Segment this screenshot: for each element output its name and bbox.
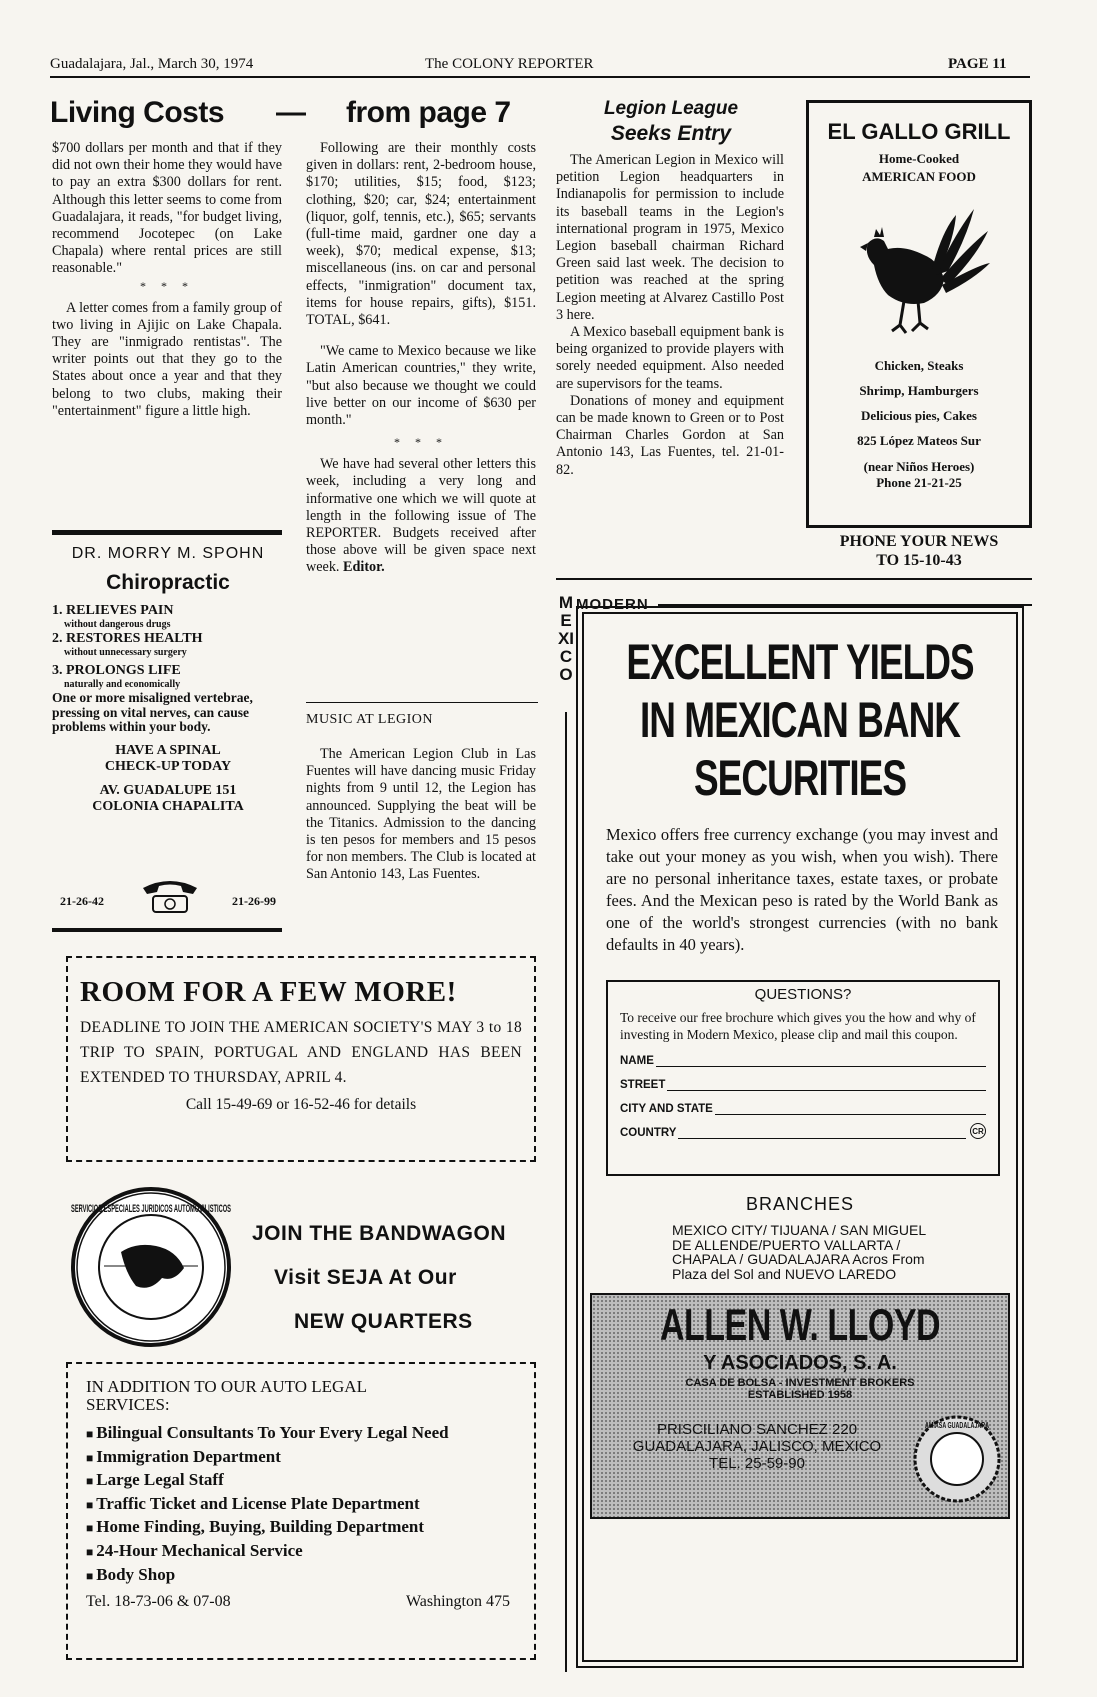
living-costs-p2: A letter comes from a family group of two living in Ajijic on Lake Chapala. They are "inmigrado rentistas". The writer points out that they go to the States about once a year and that they belong to two clubs, making their "entertainment" figure a little high. — [52, 299, 282, 419]
modern-questions-title: QUESTIONS? — [754, 986, 852, 1003]
headline-living-costs: Living Costs — [50, 96, 225, 129]
coupon-city-label: CITY AND STATE — [620, 1103, 713, 1115]
legion-p3: Donations of money and equipment can be made known to Green or to Post Chairman Charles Gordon at San Antonio 143, Las Fuentes, tel. 21-01-82. — [556, 392, 784, 478]
gallo-item-2: Shrimp, Hamburgers — [859, 383, 979, 398]
lloyd-tag: CASA DE BOLSA - INVESTMENT BROKERS — [685, 1377, 915, 1389]
chiro-benefit-3: 3. PROLONGS LIFE — [52, 663, 181, 678]
modern-brand-top: MODERN — [576, 596, 649, 613]
news-line-1: PHONE YOUR NEWS — [839, 533, 999, 550]
seja-seal — [66, 1182, 236, 1357]
seja-service-item: ■ Immigration Department — [86, 1446, 520, 1470]
seja-service-item: ■ Bilingual Consultants To Your Every Legal Need — [86, 1422, 520, 1446]
coupon-city-field[interactable] — [620, 1091, 986, 1115]
lloyd-est: ESTABLISHED 1958 — [747, 1389, 853, 1401]
gallo-item-3: Delicious pies, Cakes — [861, 408, 977, 423]
music-article — [306, 712, 536, 884]
seja-intro: IN ADDITION TO OUR AUTO LEGAL SERVICES: — [86, 1377, 367, 1414]
news-line-2: TO 15-10-43 — [876, 552, 962, 569]
coupon-name-field[interactable] — [620, 1043, 986, 1067]
modern-brand-side: MEXICO — [557, 593, 575, 684]
seja-address: Washington 475 — [405, 1593, 510, 1611]
lloyd-sub: Y ASOCIADOS, S. A. — [703, 1352, 897, 1374]
modern-mexico-ad — [582, 612, 1018, 1662]
masthead-paper: The COLONY REPORTER — [425, 56, 594, 72]
chiro-phone-1: 21-26-42 — [60, 894, 104, 908]
seja-footer — [86, 1593, 520, 1611]
living-costs-col1 — [52, 140, 282, 420]
chiro-phone-2: 21-26-99 — [232, 894, 276, 908]
seja-service-item: ■ Body Shop — [86, 1564, 520, 1588]
chiro-title: Chiropractic — [106, 571, 230, 594]
amiasa-seal — [912, 1414, 1002, 1509]
living-costs-p1: $700 dollars per month and that if they did not own their home they would have to pay an extra $300 dollars for rent. Although this letter seems to come from Guadalajara, it reads, "for budget living, recommend Jocotepec (on Lake Chapala) where rental prices are still reasonable." — [52, 140, 282, 277]
chiro-top-rule — [52, 530, 282, 535]
coupon-country-field[interactable] — [620, 1115, 986, 1139]
chiro-doctor-name: DR. MORRY M. SPOHN — [71, 545, 265, 562]
seja-phone: Tel. 18-73-06 & 07-08 — [86, 1593, 231, 1611]
living-costs-more-text: We have had several other letters this week, including a very long and informative one which we will quote at length in the following issue of The REPORTER. Budgets received after those above will be given space next week. — [306, 456, 536, 576]
coupon-street-field[interactable] — [620, 1067, 986, 1091]
allen-lloyd-ad — [590, 1293, 1010, 1519]
gallo-name: EL GALLO GRILL — [827, 119, 1011, 144]
modern-body: Mexico offers free currency exchange (you may invest and take out your money as you wish, when you wish). There are no personal inheritance taxes, estate taxes, or probate fees. And the Mexican peso is rated by the World Bank as one of the world's strongest currencies (with no bank defaults in 40 years). — [606, 825, 998, 954]
gallo-item-1: Chicken, Steaks — [874, 358, 964, 373]
music-body: The American Legion Club in Las Fuentes will have dancing music Friday nights from 9 until 12, the Legion has announced. Supplying the beat will be the Titanics. Admission to the dancing is ten pesos for members and 15 pesos for non members. The Club is located at San Antonio 143, Las Fuentes. — [306, 746, 536, 883]
seja-service-item: ■ Home Finding, Buying, Building Department — [86, 1516, 520, 1540]
gallo-near: (near Niños Heroes) — [863, 459, 975, 474]
editor-signature: Editor. — [343, 559, 385, 576]
coupon-country-label: COUNTRY — [620, 1127, 677, 1139]
seja-service-item: ■ Traffic Ticket and License Plate Department — [86, 1493, 520, 1517]
chiro-benefit-2: 2. RESTORES HEALTH — [52, 631, 203, 646]
headline-from-page: from page 7 — [346, 96, 511, 129]
modern-headline-3: SECURITIES — [693, 750, 907, 806]
rooster-icon — [809, 195, 1029, 350]
registered-mark-icon: CR — [970, 1123, 986, 1139]
modern-side-rule — [565, 712, 567, 1672]
modern-headline-2: IN MEXICAN BANK — [639, 692, 961, 748]
legion-heading-1: Legion League — [603, 98, 739, 119]
masthead-rule — [50, 76, 1030, 78]
chiro-benefit-2-sub: without unnecessary surgery — [64, 647, 187, 658]
room-for-more-ad — [66, 956, 536, 1162]
masthead-page: PAGE 11 — [948, 56, 1007, 72]
modern-top-rule — [658, 604, 1032, 606]
legion-article — [556, 152, 784, 479]
seja-line-3: NEW QUARTERS — [294, 1310, 473, 1333]
headline-dash: — — [276, 96, 306, 129]
el-gallo-grill-ad — [806, 100, 1032, 528]
chiro-benefit-1: 1. RELIEVES PAIN — [52, 603, 174, 618]
gallo-phone: Phone 21-21-25 — [876, 475, 962, 490]
room-body: DEADLINE TO JOIN THE AMERICAN SOCIETY'S MAY 3 to 18 TRIP TO SPAIN, PORTUGAL AND ENGLAND HAS BEEN EXTENDED TO THURSDAY, APRIL 4. — [80, 1019, 522, 1086]
masthead-date: Guadalajara, Jal., March 30, 1974 — [50, 56, 254, 72]
news-rule — [556, 578, 1032, 580]
living-costs-quote: "We came to Mexico because we like Latin American countries," they write, "but also because we thought we could live better on our income of $630 per month." — [306, 343, 536, 429]
living-costs-col2 — [306, 140, 536, 577]
seja-seal-text: SERVICIOS ESPECIALES JURIDICOS AUTOMOVILISTICOS — [71, 1203, 231, 1215]
chiro-body: One or more misaligned vertebrae, pressing on vital nerves, can cause problems within your body. — [52, 690, 253, 734]
chiro-cta-2: CHECK-UP TODAY — [104, 758, 232, 774]
lloyd-name: ALLEN W. LLOYD — [659, 1301, 941, 1351]
telephone-icon — [135, 874, 205, 919]
seja-service-item: ■ Large Legal Staff — [86, 1469, 520, 1493]
living-costs-costs: Following are their monthly costs given in dollars: rent, 2-bedroom house, $170; utilities, $15; food, $123; clothing, $20; car, $24; entertainment (liquor, golf, tennis, etc.), $65; servants (full-time maid, gardner one day a week), $70; medical expense, $13; miscellaneous (ins. on car and personal effects, "inmigration" document tax, items for house repairs, gifts), $151. TOTAL, $641. — [306, 140, 536, 329]
amiasa-seal-text: AMIASA GUADALAJARA — [925, 1421, 990, 1430]
legion-p2: A Mexico baseball equipment bank is being organized to provide players with sorely needed equipment. Also needed are supervisors for the teams. — [556, 324, 784, 392]
chiro-benefit-3-sub: naturally and economically — [64, 679, 181, 690]
modern-questions-body: To receive our free brochure which gives you the how and why of investing in Modern Mexico, please clip and mail this coupon. — [620, 1010, 976, 1042]
room-call: Call 15-49-69 or 16-52-46 for details — [185, 1096, 417, 1113]
chiropractic-ad — [52, 545, 284, 815]
coupon-street-label: STREET — [620, 1079, 666, 1091]
chiro-benefit-1-sub: without dangerous drugs — [64, 619, 171, 630]
music-top-rule — [306, 702, 538, 703]
lloyd-address-1: PRISCILIANO SANCHEZ 220 — [656, 1421, 858, 1438]
music-heading: MUSIC AT LEGION — [306, 712, 434, 727]
legion-heading-2: Seeks Entry — [610, 122, 732, 145]
seja-service-item: ■ 24-Hour Mechanical Service — [86, 1540, 520, 1564]
lloyd-address-2: GUADALAJARA, JALISCO, MEXICO — [632, 1438, 882, 1455]
lloyd-phone: TEL. 25-59-90 — [709, 1455, 805, 1472]
seja-line-2: Visit SEJA At Our — [274, 1266, 457, 1289]
modern-branches-title: BRANCHES — [745, 1194, 855, 1214]
gallo-tag-2: AMERICAN FOOD — [862, 169, 976, 184]
room-heading: ROOM FOR A FEW MORE! — [80, 976, 457, 1008]
chiro-bottom-rule — [52, 928, 282, 932]
separator-stars-2: * * * — [394, 435, 448, 450]
seja-line-1: JOIN THE BANDWAGON — [252, 1222, 507, 1245]
gallo-tag-1: Home-Cooked — [878, 151, 960, 166]
coupon-name-label: NAME — [620, 1055, 654, 1067]
legion-p1: The American Legion in Mexico will petition Legion headquarters in Indianapolis for permission to include its baseball teams in the Legion's international program in 1975, Mexico Legion baseball chairman Richard Green said last week. The decision to petition was reached at the spring Legion meeting at Alvarez Castillo Post 3 here. — [556, 152, 784, 323]
chiro-address-1: AV. GUADALUPE 151 — [99, 782, 237, 798]
chiro-address-2: COLONIA CHAPALITA — [92, 798, 244, 814]
seja-services-list — [86, 1422, 520, 1587]
living-costs-more — [306, 456, 536, 576]
separator-stars: * * * — [140, 278, 194, 293]
gallo-address: 825 López Mateos Sur — [857, 433, 981, 448]
modern-branches: MEXICO CITY/ TIJUANA / SAN MIGUEL DE ALLENDE/PUERTO VALLARTA / CHAPALA / GUADALAJARA Acros From Plaza del Sol and NUEVO LAREDO — [672, 1222, 926, 1282]
seja-services-box — [66, 1362, 536, 1660]
modern-coupon — [606, 980, 1000, 1176]
chiro-cta-1: HAVE A SPINAL — [115, 742, 221, 758]
modern-headline-1: EXCELLENT YIELDS — [626, 634, 974, 690]
